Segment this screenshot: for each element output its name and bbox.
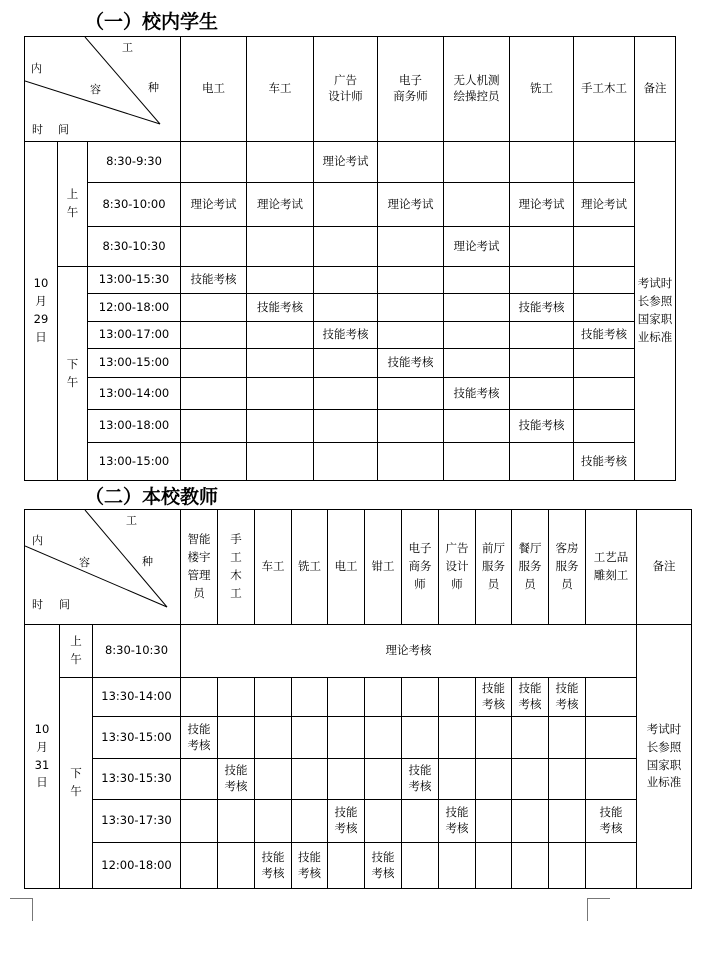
schedule-cell [574,378,635,410]
schedule-cell [218,843,255,889]
column-header: 工艺品 雕刻工 [586,510,637,625]
table-row [25,142,676,183]
time-slot: 13:30-15:00 [93,717,181,759]
column-header: 无人机测 绘操控员 [444,37,510,142]
schedule-cell [292,800,328,843]
schedule-cell [314,349,378,378]
schedule-cell [378,142,444,183]
table-row [25,349,676,378]
schedule-cell [574,227,635,267]
schedule-cell [218,717,255,759]
time-slot: 13:00-15:30 [88,267,181,294]
afternoon-label: 下 午 [60,678,93,889]
time-slot: 13:00-17:00 [88,322,181,349]
schedule-cell [510,322,574,349]
table-row [25,227,676,267]
schedule-cell: 理论考试 [574,183,635,227]
schedule-cell: 技能 考核 [365,843,402,889]
schedule-cell [181,294,247,322]
schedule-cell [378,294,444,322]
schedule-cell [402,843,439,889]
schedule-cell: 技能 考核 [512,678,549,717]
diagonal-label-content2: 容 [79,556,90,569]
schedule-cell [328,717,365,759]
table-row [25,717,692,759]
table-row [25,322,676,349]
schedule-cell [328,759,365,800]
time-slot: 8:30-9:30 [88,142,181,183]
schedule-cell [574,410,635,443]
column-header: 广告 设计 师 [439,510,476,625]
schedule-cell [292,717,328,759]
schedule-cell [444,142,510,183]
diagonal-label-content2: 容 [90,83,101,96]
schedule-cell [510,349,574,378]
schedule-cell [439,843,476,889]
schedule-cell [378,410,444,443]
time-slot: 13:00-15:00 [88,349,181,378]
schedule-cell: 技能 考核 [549,678,586,717]
schedule-cell: 理论考试 [510,183,574,227]
schedule-cell: 技能 考核 [292,843,328,889]
table-row [25,678,692,717]
schedule-cell [444,322,510,349]
time-slot: 13:00-15:00 [88,443,181,481]
schedule-cell: 理论考试 [181,183,247,227]
diagonal-header-cell [25,510,181,625]
schedule-cell [476,717,512,759]
time-slot: 13:30-15:30 [93,759,181,800]
schedule-cell [181,443,247,481]
schedule-cell [512,717,549,759]
schedule-cell [181,142,247,183]
diagonal-label-work: 工 [122,41,133,54]
schedule-cell [365,759,402,800]
page-corner-mark-left [10,898,33,921]
schedule-cell [444,410,510,443]
section-title-teachers: （二）本校教师 [85,486,219,508]
schedule-cell [255,759,292,800]
column-header: 前厅 服务 员 [476,510,512,625]
header-row [25,37,676,142]
schedule-cell [247,443,314,481]
schedule-cell [444,443,510,481]
schedule-cell: 技能 考核 [586,800,637,843]
schedule-cell: 技能 考核 [181,717,218,759]
column-header: 智能 楼宇 管理 员 [181,510,218,625]
schedule-cell: 技能 考核 [218,759,255,800]
time-slot: 13:00-18:00 [88,410,181,443]
schedule-cell [586,717,637,759]
schedule-cell [476,843,512,889]
schedule-cell [255,678,292,717]
schedule-cell [314,227,378,267]
time-slot: 13:30-14:00 [93,678,181,717]
diagonal-label-time2: 间 [59,598,70,611]
schedule-cell [181,378,247,410]
schedule-cell [439,759,476,800]
table-row [25,800,692,843]
table-row [25,625,692,678]
schedule-cell [402,678,439,717]
schedule-cell [314,410,378,443]
schedule-cell [255,800,292,843]
schedule-cell: 技能考核 [181,267,247,294]
diagonal-label-work: 工 [126,514,137,527]
schedule-cell [255,717,292,759]
schedule-cell [181,322,247,349]
schedule-cell: 理论考试 [378,183,444,227]
schedule-cell [247,349,314,378]
schedule-cell: 技能考核 [574,322,635,349]
column-header: 铣工 [292,510,328,625]
schedule-cell: 理论考试 [247,183,314,227]
column-header: 电工 [328,510,365,625]
schedule-cell: 技能 考核 [328,800,365,843]
schedule-cell [378,378,444,410]
column-header: 广告 设计师 [314,37,378,142]
schedule-cell [510,267,574,294]
schedule-cell [247,410,314,443]
schedule-cell [512,843,549,889]
section-title-students: （一）校内学生 [85,11,219,33]
schedule-cell [328,678,365,717]
schedule-cell: 技能 考核 [476,678,512,717]
schedule-cell [181,349,247,378]
schedule-cell [586,759,637,800]
schedule-cell [476,800,512,843]
column-header: 客房 服务 员 [549,510,586,625]
schedule-cell [247,322,314,349]
schedule-cell: 理论考试 [444,227,510,267]
table-row [25,294,676,322]
column-header: 钳工 [365,510,402,625]
schedule-cell: 技能考核 [378,349,444,378]
table-row [25,378,676,410]
schedule-cell [439,717,476,759]
schedule-cell [512,759,549,800]
schedule-cell [586,678,637,717]
schedule-cell: 技能考核 [247,294,314,322]
column-header: 手 工 木 工 [218,510,255,625]
schedule-cell [378,267,444,294]
schedule-cell [292,759,328,800]
schedule-cell [292,678,328,717]
schedule-cell [365,717,402,759]
diagonal-lines [25,510,181,624]
schedule-cell [510,142,574,183]
schedule-cell [181,759,218,800]
schedule-cell [247,378,314,410]
schedule-cell [181,227,247,267]
header-row [25,510,692,625]
column-header: 电子 商务 师 [402,510,439,625]
date-cell: 10 月 31 日 [25,625,60,889]
schedule-cell [510,227,574,267]
schedule-cell [444,267,510,294]
schedule-cell: 技能 考核 [255,843,292,889]
schedule-cell [247,227,314,267]
schedule-cell [314,443,378,481]
page-corner-mark-right [587,898,610,921]
schedule-cell [314,183,378,227]
schedule-cell [378,322,444,349]
schedule-cell [439,678,476,717]
teacher-exam-schedule-table [24,509,692,889]
column-header: 车工 [247,37,314,142]
date-cell: 10 月 29 日 [25,142,58,481]
time-slot: 8:30-10:30 [88,227,181,267]
schedule-cell [378,443,444,481]
schedule-cell [574,142,635,183]
column-header: 手工木工 [574,37,635,142]
schedule-cell [247,267,314,294]
schedule-cell [218,678,255,717]
time-slot: 8:30-10:30 [93,625,181,678]
diagonal-label-content1: 内 [32,534,43,547]
column-header: 铣工 [510,37,574,142]
diagonal-label-kind: 种 [142,555,153,568]
schedule-cell [365,800,402,843]
diagonal-label-time1: 时 [32,598,43,611]
schedule-cell [574,294,635,322]
time-slot: 13:30-17:30 [93,800,181,843]
column-header: 备注 [637,510,692,625]
schedule-cell: 理论考试 [314,142,378,183]
time-slot: 12:00-18:00 [88,294,181,322]
schedule-cell [402,717,439,759]
schedule-cell [549,717,586,759]
schedule-cell [218,800,255,843]
schedule-cell [586,843,637,889]
column-header: 电子 商务师 [378,37,444,142]
afternoon-label: 下 午 [58,267,88,481]
column-header: 车工 [255,510,292,625]
schedule-cell [378,227,444,267]
schedule-cell: 技能考核 [444,378,510,410]
schedule-cell [444,349,510,378]
schedule-cell [314,267,378,294]
student-exam-schedule-table [24,36,676,481]
morning-label: 上 午 [58,142,88,267]
schedule-cell [476,759,512,800]
schedule-cell [314,294,378,322]
schedule-cell [549,759,586,800]
merged-theory-exam-cell: 理论考核 [181,625,637,678]
schedule-cell: 技能考核 [510,294,574,322]
diagonal-label-kind: 种 [148,81,159,94]
column-header: 备注 [635,37,676,142]
table-row [25,443,676,481]
schedule-cell [314,378,378,410]
column-header: 餐厅 服务 员 [512,510,549,625]
schedule-cell [510,443,574,481]
schedule-cell [181,410,247,443]
diagonal-label-content1: 内 [31,62,42,75]
schedule-cell [181,800,218,843]
schedule-cell [574,349,635,378]
table-row [25,843,692,889]
table-row [25,183,676,227]
schedule-cell [365,678,402,717]
schedule-cell: 技能考核 [314,322,378,349]
schedule-cell: 技能 考核 [402,759,439,800]
column-header: 电工 [181,37,247,142]
time-slot: 13:00-14:00 [88,378,181,410]
diagonal-label-time2: 间 [58,123,69,136]
table-row [25,759,692,800]
schedule-cell [549,843,586,889]
diagonal-label-time1: 时 [32,123,43,136]
schedule-cell [181,843,218,889]
table-row [25,410,676,443]
schedule-cell [444,183,510,227]
schedule-cell [510,378,574,410]
schedule-cell [328,843,365,889]
schedule-cell: 技能 考核 [439,800,476,843]
schedule-cell [402,800,439,843]
schedule-cell [444,294,510,322]
morning-label: 上 午 [60,625,93,678]
schedule-cell [512,800,549,843]
schedule-cell: 技能考核 [574,443,635,481]
remark-cell: 考试时 长参照 国家职 业标准 [635,142,676,481]
remark-cell: 考试时 长参照 国家职 业标准 [637,625,692,889]
time-slot: 8:30-10:00 [88,183,181,227]
time-slot: 12:00-18:00 [93,843,181,889]
schedule-cell [181,678,218,717]
diagonal-header-cell [25,37,181,142]
schedule-cell [574,267,635,294]
schedule-cell: 技能考核 [510,410,574,443]
table-row [25,267,676,294]
schedule-cell [247,142,314,183]
schedule-cell [549,800,586,843]
